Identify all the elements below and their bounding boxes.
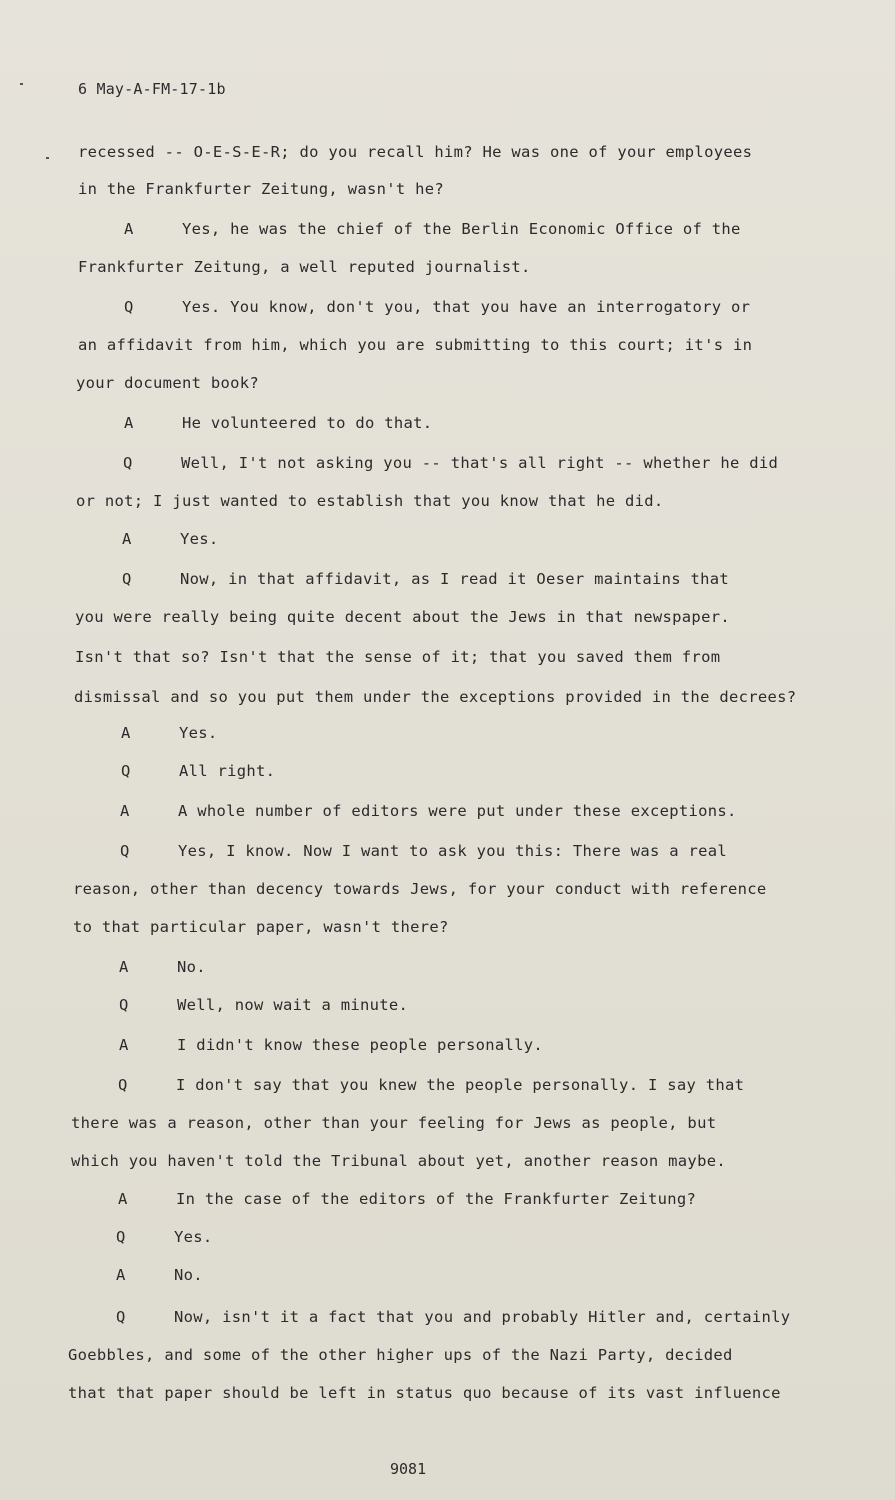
- speaker-label: Q: [116, 1228, 126, 1246]
- transcript-line: you were really being quite decent about the Jews in that newspaper.: [75, 608, 730, 626]
- transcript-line: recessed -- O-E-S-E-R; do you recall him? He was one of your employees: [78, 143, 753, 161]
- speaker-label: A: [118, 1190, 128, 1208]
- transcript-line: there was a reason, other than your feeling for Jews as people, but: [71, 1114, 717, 1132]
- transcript-line: which you haven't told the Tribunal about yet, another reason maybe.: [71, 1152, 726, 1170]
- speaker-label: Q: [123, 454, 133, 472]
- transcript-line: He volunteered to do that.: [182, 414, 433, 432]
- speaker-label: Q: [116, 1308, 126, 1326]
- transcript-line: In the case of the editors of the Frankfurter Zeitung?: [176, 1190, 697, 1208]
- transcript-line: or not; I just wanted to establish that you know that he did.: [76, 492, 664, 510]
- transcript-line: Yes.: [174, 1228, 213, 1246]
- transcript-line: your document book?: [76, 374, 260, 392]
- transcript-line: Isn't that so? Isn't that the sense of it; that you saved them from: [75, 648, 721, 666]
- transcript-line: A whole number of editors were put under these exceptions.: [178, 802, 737, 820]
- speaker-label: Q: [121, 762, 131, 780]
- speaker-label: A: [121, 724, 131, 742]
- transcript-line: Well, now wait a minute.: [177, 996, 409, 1014]
- speaker-label: A: [119, 1036, 129, 1054]
- transcript-line: in the Frankfurter Zeitung, wasn't he?: [78, 180, 445, 198]
- transcript-line: dismissal and so you put them under the exceptions provided in the decrees?: [74, 688, 797, 706]
- speaker-label: A: [122, 530, 132, 548]
- transcript-line: Yes, he was the chief of the Berlin Economic Office of the: [182, 220, 741, 238]
- speaker-label: Q: [122, 570, 132, 588]
- transcript-line: Now, isn't it a fact that you and probably Hitler and, certainly: [174, 1308, 791, 1326]
- transcript-line: No.: [177, 958, 206, 976]
- page-header: 6 May-A-FM-17-1b: [78, 80, 226, 98]
- speaker-label: A: [119, 958, 129, 976]
- speaker-label: Q: [119, 996, 129, 1014]
- margin-mark: [46, 157, 49, 159]
- speaker-label: A: [120, 802, 130, 820]
- transcript-line: I didn't know these people personally.: [177, 1036, 544, 1054]
- transcript-line: Frankfurter Zeitung, a well reputed journalist.: [78, 258, 531, 276]
- transcript-line: Now, in that affidavit, as I read it Oeser maintains that: [180, 570, 730, 588]
- transcript-line: Goebbles, and some of the other higher ups of the Nazi Party, decided: [68, 1346, 733, 1364]
- speaker-label: Q: [118, 1076, 128, 1094]
- transcript-line: that that paper should be left in status quo because of its vast influence: [68, 1384, 781, 1402]
- transcript-line: No.: [174, 1266, 203, 1284]
- transcript-line: Yes.: [180, 530, 219, 548]
- margin-mark: [20, 83, 23, 85]
- speaker-label: Q: [124, 298, 134, 316]
- speaker-label: Q: [120, 842, 130, 860]
- transcript-line: reason, other than decency towards Jews, for your conduct with reference: [73, 880, 767, 898]
- speaker-label: A: [116, 1266, 126, 1284]
- page-number: 9081: [390, 1460, 427, 1478]
- speaker-label: A: [124, 414, 134, 432]
- transcript-line: I don't say that you knew the people personally. I say that: [176, 1076, 745, 1094]
- transcript-line: Yes, I know. Now I want to ask you this: There was a real: [178, 842, 728, 860]
- transcript-line: an affidavit from him, which you are submitting to this court; it's in: [78, 336, 753, 354]
- transcript-line: Yes.: [179, 724, 218, 742]
- transcript-line: Yes. You know, don't you, that you have an interrogatory or: [182, 298, 751, 316]
- speaker-label: A: [124, 220, 134, 238]
- transcript-line: to that particular paper, wasn't there?: [73, 918, 449, 936]
- transcript-line: All right.: [179, 762, 276, 780]
- transcript-line: Well, I't not asking you -- that's all right -- whether he did: [181, 454, 779, 472]
